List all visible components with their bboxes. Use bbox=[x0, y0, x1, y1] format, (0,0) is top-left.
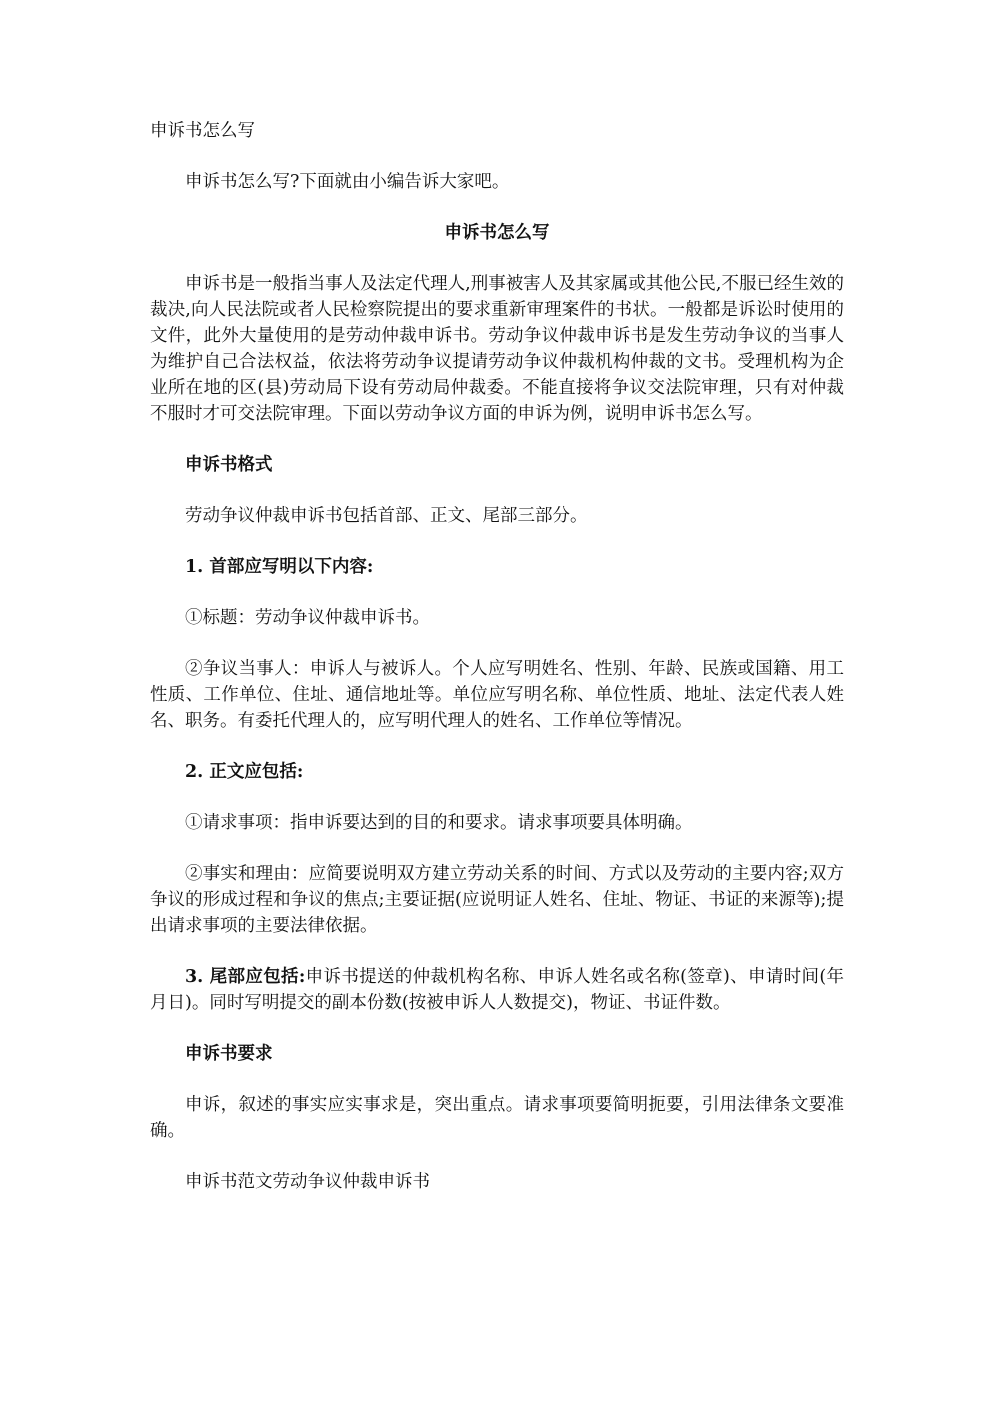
head-item-parties: ②争议当事人：申诉人与被诉人。个人应写明姓名、性别、年龄、民族或国籍、用工性质、工作单位、住址、通信地址等。单位应写明名称、单位性质、地址、法定代表人姓名、职务。有委托代理人的，应写明代理人的姓名、工作单位等情况。 bbox=[150, 659, 844, 731]
body-item-facts: ②事实和理由：应简要说明双方建立劳动关系的时间、方式以及劳动的主要内容;双方争议的形成过程和争议的焦点;主要证据(应说明证人姓名、住址、物证、书证的来源等);提出请求事项的主要法律依据。 bbox=[150, 864, 844, 936]
requirements-paragraph: 申诉，叙述的事实应实事求是，突出重点。请求事项要简明扼要，引用法律条文要准确。 bbox=[150, 1095, 844, 1141]
tail-paragraph bbox=[150, 964, 844, 1016]
definition-paragraph: 申诉书是一般指当事人及法定代理人,刑事被害人及其家属或其他公民,不服已经生效的裁决,向人民法院或者人民检察院提出的要求重新审理案件的书状。一般都是诉讼时使用的文件，此外大量使用的是劳动仲裁申诉书。劳动争议仲裁申诉书是发生劳动争议的当事人为维护自己合法权益，依法将劳动争议提请劳动争议仲裁机构仲裁的文书。受理机构为企业所在地的区(县)劳动局下设有劳动局仲裁委。不能直接将争议交法院审理，只有对仲裁不服时才可交法院审理。下面以劳动争议方面的申诉为例，说明申诉书怎么写。 bbox=[150, 274, 844, 424]
requirements-heading: 申诉书要求 bbox=[185, 1044, 273, 1064]
document-title: 申诉书怎么写 bbox=[150, 121, 255, 141]
section-title: 申诉书怎么写 bbox=[444, 223, 550, 243]
format-heading: 申诉书格式 bbox=[185, 455, 273, 475]
sample-title: 申诉书范文劳动争议仲裁申诉书 bbox=[185, 1172, 430, 1192]
head-section-heading: 1. 首部应写明以下内容: bbox=[185, 557, 374, 577]
document-page bbox=[150, 118, 844, 1220]
tail-label: 3. 尾部应包括: bbox=[185, 967, 306, 987]
body-item-requests: ①请求事项：指申诉要达到的目的和要求。请求事项要具体明确。 bbox=[185, 813, 693, 833]
head-item-title: ①标题：劳动争议仲裁申诉书。 bbox=[185, 608, 430, 628]
intro-paragraph: 申诉书怎么写?下面就由小编告诉大家吧。 bbox=[185, 172, 510, 192]
format-intro-paragraph: 劳动争议仲裁申诉书包括首部、正文、尾部三部分。 bbox=[185, 506, 588, 526]
body-section-heading: 2. 正文应包括: bbox=[185, 762, 304, 782]
tail-text: 申诉书提送的仲裁机构名称、申诉人姓名或名称(签章)、申请时间(年月日)。同时写明提交的副本份数(按被申诉人人数提交)，物证、书证件数。 bbox=[150, 967, 844, 1013]
